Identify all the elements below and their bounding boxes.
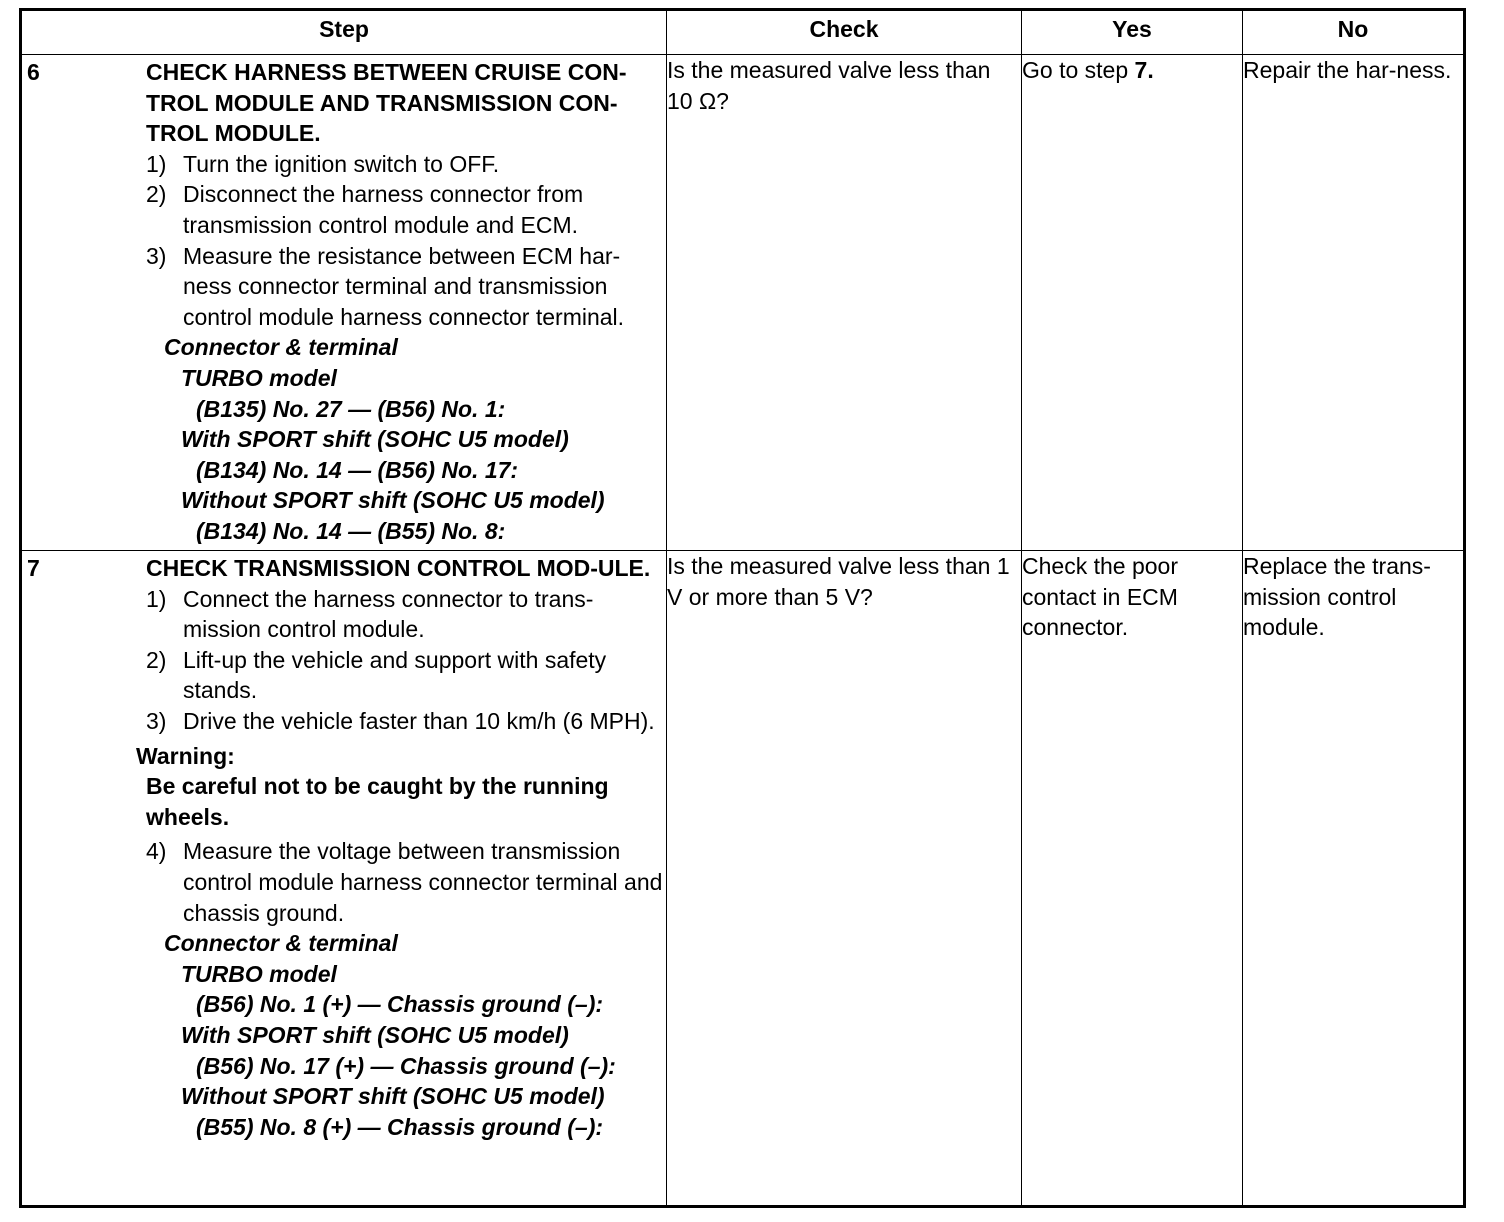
header-check: Check <box>667 10 1022 55</box>
step-cell <box>21 551 667 1207</box>
step-number: 6 <box>27 59 40 85</box>
connector-model: TURBO model <box>181 960 337 987</box>
check-cell: Is the measured valve less than 1 V or more than 5 V? <box>667 551 1022 1207</box>
yes-cell: Check the poor contact in ECM connector. <box>1022 551 1243 1207</box>
step-cell <box>21 55 667 551</box>
connector-terminal: (B56) No. 17 (+) — Chassis ground (–): <box>196 1052 616 1079</box>
item-number: 1) <box>146 585 167 612</box>
table-row-step-6 <box>21 55 1465 551</box>
header-step: Step <box>21 10 667 55</box>
item-number: 1) <box>146 150 167 177</box>
header-row <box>21 10 1465 55</box>
item-text: Measure the voltage between transmission control module harness connector terminal and chassis ground. <box>183 838 663 926</box>
connector-model: TURBO model <box>181 364 337 391</box>
item-number: 3) <box>146 707 167 734</box>
connector-model: Without SPORT shift (SOHC U5 model) <box>181 487 605 514</box>
connector-terminal: (B134) No. 14 — (B56) No. 17: <box>196 456 519 483</box>
item-text: Turn the ignition switch to OFF. <box>183 150 500 177</box>
header-no: No <box>1243 10 1465 55</box>
table-row-step-7 <box>21 551 1465 1207</box>
yes-suffix: . <box>1147 57 1154 83</box>
connector-heading: Connector & terminal <box>164 930 398 957</box>
header-yes: Yes <box>1022 10 1243 55</box>
yes-step-ref: 7 <box>1134 57 1148 83</box>
diagnostic-table <box>19 8 1466 1208</box>
warning-label: Warning: <box>136 742 235 769</box>
yes-cell <box>1022 55 1243 551</box>
connector-terminal: (B55) No. 8 (+) — Chassis ground (–): <box>196 1113 604 1140</box>
item-text: Connect the harness connector to trans-mission control module. <box>183 585 594 643</box>
warning-text: Be careful not to be caught by the running wheels. <box>146 773 609 830</box>
connector-heading: Connector & terminal <box>164 334 398 361</box>
procedure-item <box>146 706 664 737</box>
procedure-item <box>146 584 664 645</box>
procedure-item <box>146 149 664 180</box>
procedure-item <box>146 836 664 928</box>
item-number: 4) <box>146 838 167 865</box>
yes-prefix: Go to step <box>1022 57 1135 83</box>
connector-terminal: (B134) No. 14 — (B55) No. 8: <box>196 517 506 544</box>
procedure-item <box>146 645 664 706</box>
no-cell: Repair the har-ness. <box>1243 55 1465 551</box>
step-title: CHECK TRANSMISSION CONTROL MOD-ULE. <box>146 555 651 581</box>
connector-terminal: (B135) No. 27 — (B56) No. 1: <box>196 395 506 422</box>
no-cell: Replace the trans-mission control module. <box>1243 551 1465 1207</box>
connector-model: With SPORT shift (SOHC U5 model) <box>181 426 569 453</box>
step-title: CHECK HARNESS BETWEEN CRUISE CON-TROL MODULE AND TRANSMISSION CON-TROL MODULE. <box>146 59 627 147</box>
item-text: Drive the vehicle faster than 10 km/h (6 MPH). <box>183 707 655 734</box>
connector-model: Without SPORT shift (SOHC U5 model) <box>181 1083 605 1110</box>
item-number: 2) <box>146 646 167 673</box>
item-number: 2) <box>146 181 167 208</box>
check-cell: Is the measured valve less than 10 Ω? <box>667 55 1022 551</box>
item-text: Measure the resistance between ECM har-ness connector terminal and transmission control module harness connector terminal. <box>183 242 625 330</box>
item-text: Lift-up the vehicle and support with safety stands. <box>183 646 607 704</box>
item-number: 3) <box>146 242 167 269</box>
connector-model: With SPORT shift (SOHC U5 model) <box>181 1021 569 1048</box>
procedure-item <box>146 179 664 240</box>
connector-terminal: (B56) No. 1 (+) — Chassis ground (–): <box>196 991 604 1018</box>
step-number: 7 <box>27 555 40 581</box>
item-text: Disconnect the harness connector from transmission control module and ECM. <box>183 181 584 238</box>
procedure-item <box>146 241 664 333</box>
